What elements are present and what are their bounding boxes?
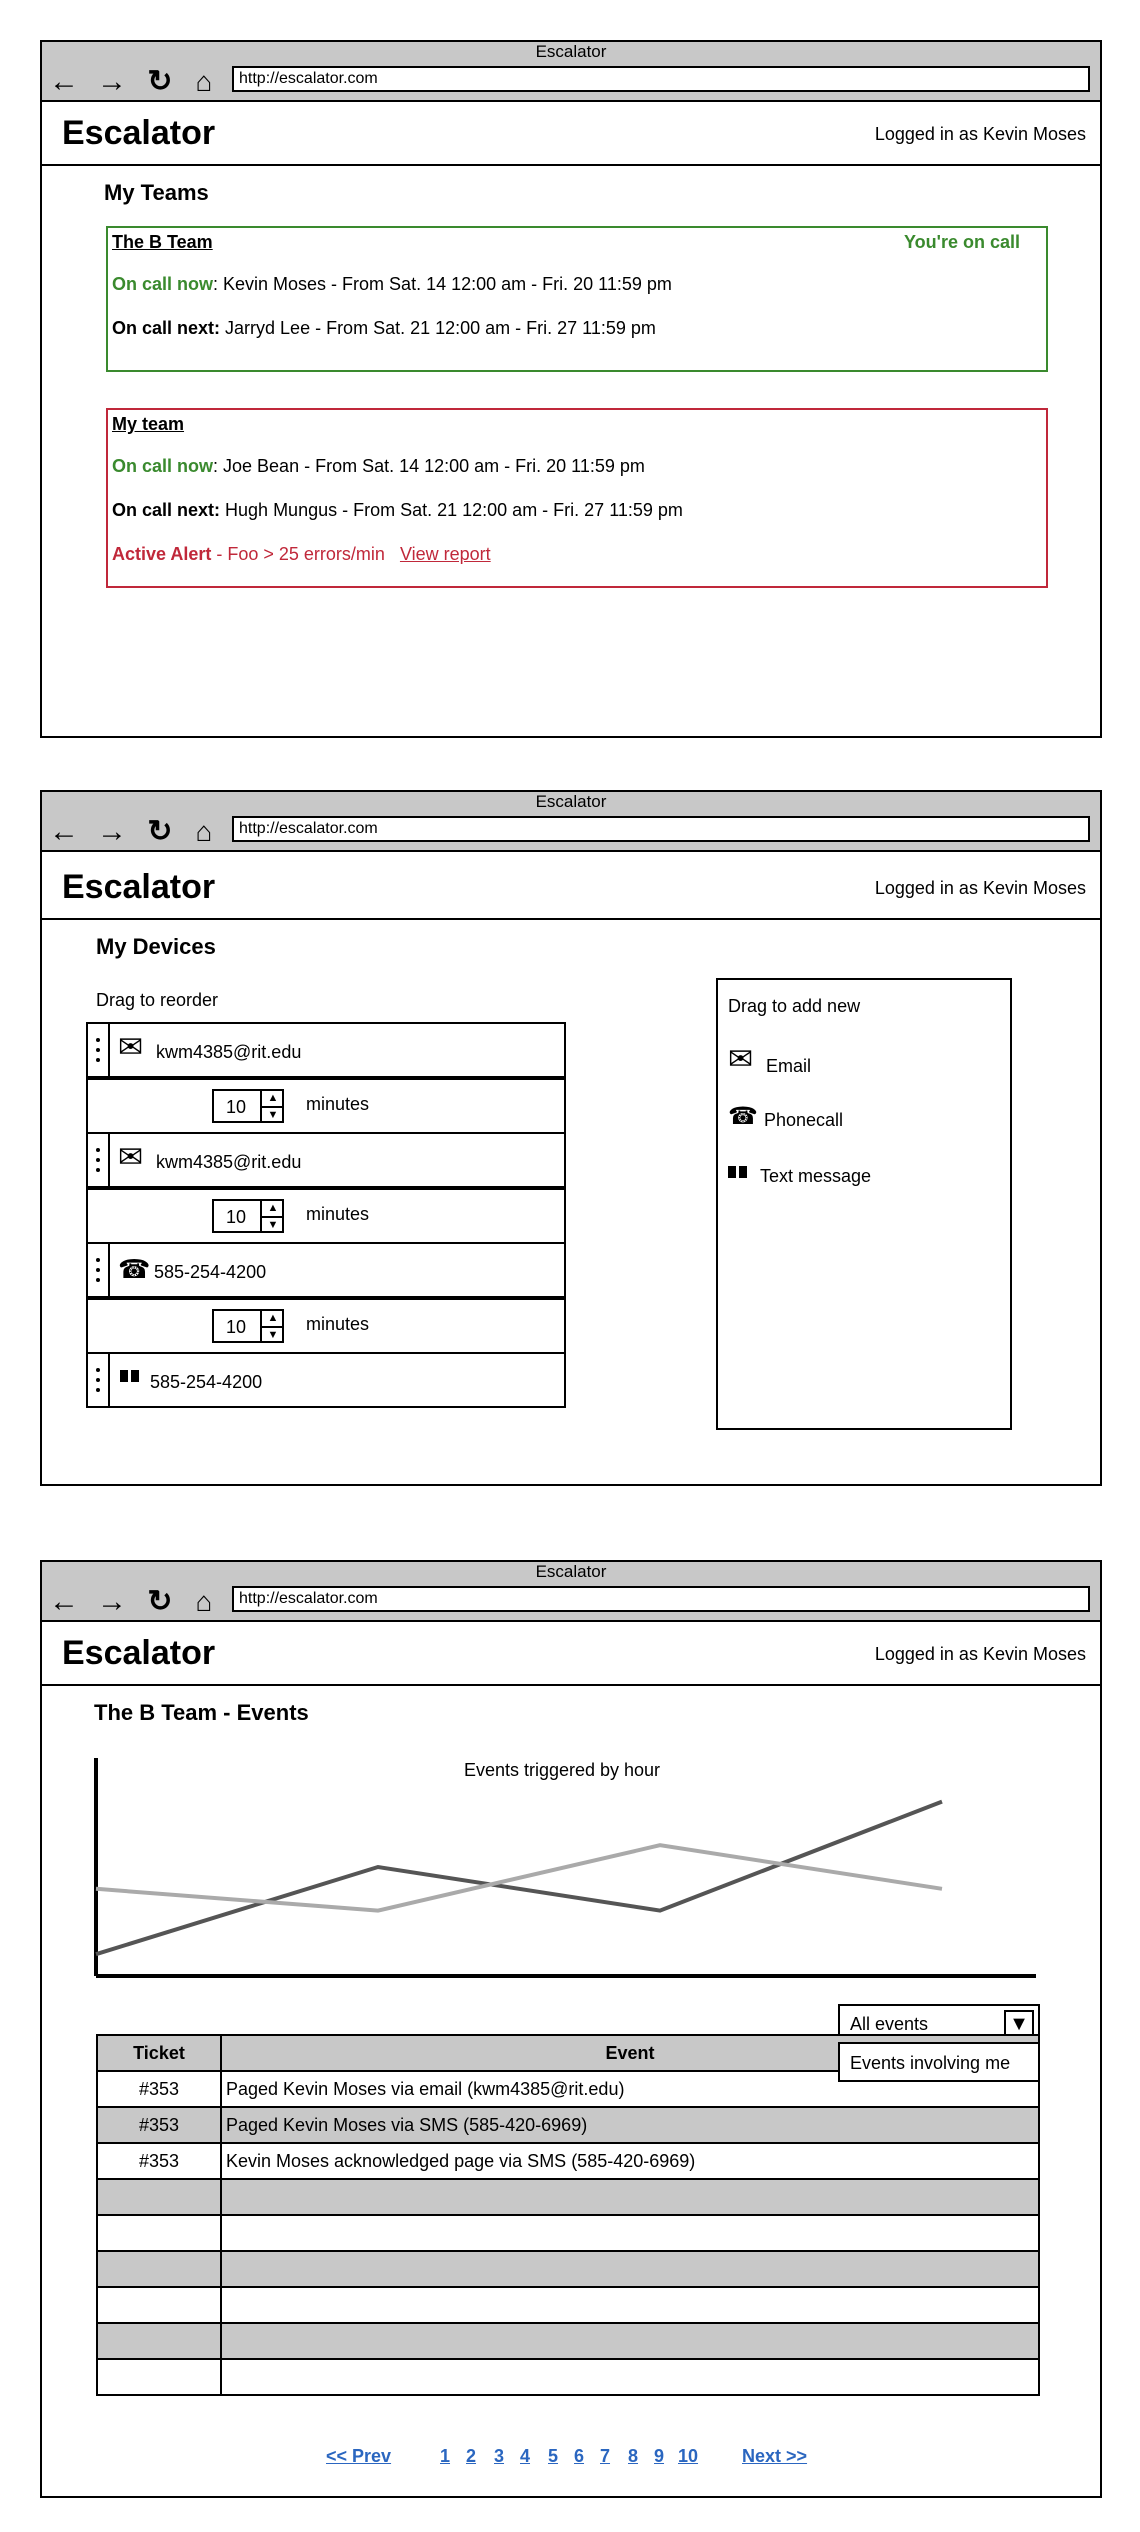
url-bar[interactable]: http://escalator.com <box>232 66 1090 92</box>
ticket-cell <box>97 2359 221 2395</box>
next-page-link[interactable]: Next >> <box>742 2446 808 2466</box>
add-option-label: Text message <box>760 1166 872 1186</box>
add-sms-option[interactable] <box>728 1160 988 1196</box>
filter-selected: All events <box>850 2014 929 2034</box>
events-chart <box>92 1754 1042 1988</box>
event-cell: Kevin Moses acknowledged page via SMS (585-420-6969) <box>221 2143 1039 2179</box>
on-call-status-badge: You're on call <box>904 232 1020 252</box>
team-name[interactable]: The B Team <box>112 232 213 252</box>
on-call-now-value: : Joe Bean - From Sat. 14 12:00 am - Fri. 20 11:59 pm <box>213 456 645 476</box>
app-header <box>42 856 1100 920</box>
delay-row <box>86 1078 566 1134</box>
table-row[interactable] <box>97 2323 1039 2359</box>
active-alert-text: - Foo > 25 errors/min <box>211 544 385 564</box>
delay-value: 10 <box>225 1097 247 1117</box>
home-icon[interactable]: ⌂ <box>195 816 213 847</box>
events-table <box>96 2034 1040 2396</box>
back-arrow-icon[interactable]: ← <box>49 815 79 848</box>
minutes-label: minutes <box>306 1204 370 1224</box>
back-arrow-icon[interactable]: ← <box>49 1585 79 1618</box>
drag-handle-icon[interactable] <box>88 1134 110 1186</box>
event-cell <box>221 2359 1039 2395</box>
nav-bar <box>42 812 1100 852</box>
page-link-6[interactable]: 6 <box>574 2446 585 2466</box>
app-header <box>42 1622 1100 1686</box>
prev-page-link[interactable]: << Prev <box>326 2446 392 2466</box>
page-title: The B Team - Events <box>94 1700 309 1725</box>
team-name[interactable]: My team <box>112 414 185 434</box>
team-card-my-team[interactable] <box>106 408 1048 588</box>
page-link-5[interactable]: 5 <box>548 2446 559 2466</box>
delay-row <box>86 1298 566 1354</box>
device-item-email[interactable] <box>86 1022 566 1078</box>
forward-arrow-icon[interactable]: → <box>97 815 127 848</box>
active-alert-label: Active Alert <box>112 544 212 564</box>
browser-window-teams <box>40 40 1102 738</box>
forward-arrow-icon[interactable]: → <box>97 1585 127 1618</box>
add-phonecall-option[interactable] <box>728 1102 988 1138</box>
logged-in-status: Logged in as Kevin Moses <box>874 1644 1086 1664</box>
table-row[interactable] <box>97 2215 1039 2251</box>
reload-icon[interactable]: ↻ <box>147 815 173 848</box>
event-cell: Paged Kevin Moses via email (kwm4385@rit.edu) <box>221 2071 1039 2107</box>
event-column-header[interactable]: Event <box>221 2035 1039 2071</box>
increment-icon[interactable]: ▲ <box>262 1091 284 1108</box>
device-value: 585-254-4200 <box>150 1372 263 1392</box>
delay-stepper[interactable] <box>212 1309 284 1343</box>
add-option-label: Email <box>766 1056 812 1076</box>
on-call-now-row <box>112 274 672 295</box>
event-cell <box>221 2215 1039 2251</box>
browser-window-events <box>40 1560 1102 2498</box>
on-call-now-value: : Kevin Moses - From Sat. 14 12:00 am - Fri. 20 11:59 pm <box>213 274 672 294</box>
ticket-cell <box>97 2323 221 2359</box>
delay-value: 10 <box>225 1317 247 1337</box>
page-title: My Devices <box>96 934 216 959</box>
minutes-label: minutes <box>306 1094 370 1114</box>
dropdown-arrow-icon[interactable]: ▼ <box>1004 2010 1034 2038</box>
reload-icon[interactable]: ↻ <box>147 65 173 98</box>
envelope-icon: ✉ <box>728 1043 754 1076</box>
on-call-next-value: Jarryd Lee - From Sat. 21 12:00 am - Fri. 27 11:59 pm <box>220 318 656 338</box>
drag-handle-icon[interactable] <box>88 1244 110 1296</box>
page-link-7[interactable]: 7 <box>600 2446 611 2466</box>
add-email-option[interactable] <box>728 1044 988 1080</box>
back-arrow-icon[interactable]: ← <box>49 65 79 98</box>
on-call-next-label: On call next: <box>112 318 221 338</box>
url-bar[interactable]: http://escalator.com <box>232 1586 1090 1612</box>
window-title: Escalator <box>42 792 1100 812</box>
chart-title: Events triggered by hour <box>463 1760 661 1780</box>
page-title: My Teams <box>104 180 209 205</box>
on-call-now-row <box>112 456 645 477</box>
device-value: kwm4385@rit.edu <box>156 1042 302 1062</box>
decrement-icon[interactable]: ▼ <box>267 1109 279 1121</box>
view-report-link[interactable]: View report <box>399 544 491 564</box>
page-link-3[interactable]: 3 <box>494 2446 505 2466</box>
device-value: 585-254-4200 <box>154 1262 267 1282</box>
ticket-column-header[interactable]: Ticket <box>97 2035 221 2071</box>
ticket-cell: #353 <box>97 2143 221 2179</box>
add-option-label: Phonecall <box>764 1110 844 1130</box>
filter-option-involving-me[interactable] <box>838 2042 1040 2082</box>
page-link-8[interactable]: 8 <box>628 2446 639 2466</box>
ticket-cell: #353 <box>97 2107 221 2143</box>
on-call-next-row <box>112 500 683 521</box>
decrement-icon[interactable]: ▼ <box>267 1329 279 1341</box>
home-icon[interactable]: ⌂ <box>195 66 213 97</box>
decrement-icon[interactable]: ▼ <box>267 1219 279 1231</box>
on-call-now-label: On call now <box>112 274 214 294</box>
app-title[interactable]: Escalator <box>62 114 216 152</box>
delay-stepper[interactable] <box>212 1089 284 1123</box>
nav-bar <box>42 62 1100 102</box>
app-title[interactable]: Escalator <box>62 1634 216 1672</box>
delay-value: 10 <box>225 1207 247 1227</box>
device-item-sms[interactable] <box>86 1352 566 1408</box>
event-cell <box>221 2251 1039 2287</box>
device-value: kwm4385@rit.edu <box>156 1152 302 1172</box>
phone-icon: ☎ <box>728 1103 758 1130</box>
forward-arrow-icon[interactable]: → <box>97 65 127 98</box>
envelope-icon: ✉ <box>118 1031 144 1064</box>
increment-icon[interactable]: ▲ <box>262 1201 284 1218</box>
url-bar[interactable]: http://escalator.com <box>232 816 1090 842</box>
active-alert-row <box>112 544 491 565</box>
on-call-next-value: Hugh Mungus - From Sat. 21 12:00 am - Fri. 27 11:59 pm <box>220 500 683 520</box>
table-row[interactable] <box>97 2359 1039 2395</box>
table-row[interactable] <box>97 2143 1039 2179</box>
device-item-phone[interactable] <box>86 1242 566 1298</box>
ticket-cell <box>97 2215 221 2251</box>
on-call-next-row <box>112 318 656 339</box>
on-call-now-label: On call now <box>112 456 214 476</box>
app-header <box>42 102 1100 166</box>
sms-icon <box>120 1370 140 1382</box>
table-row[interactable] <box>97 2179 1039 2215</box>
minutes-label: minutes <box>306 1314 370 1334</box>
phone-icon: ☎ <box>118 1254 151 1284</box>
team-card-b-team[interactable] <box>106 226 1048 372</box>
page-link-10[interactable]: 10 <box>678 2446 699 2466</box>
delay-row <box>86 1188 566 1244</box>
page-link-9[interactable]: 9 <box>654 2446 665 2466</box>
envelope-icon: ✉ <box>118 1141 144 1174</box>
filter-option-label: Events involving me <box>850 2053 1011 2073</box>
table-row[interactable] <box>97 2287 1039 2323</box>
logged-in-status: Logged in as Kevin Moses <box>874 878 1086 898</box>
ticket-cell: #353 <box>97 2071 221 2107</box>
delay-stepper[interactable] <box>212 1199 284 1233</box>
browser-window-devices <box>40 790 1102 1486</box>
on-call-next-label: On call next: <box>112 500 221 520</box>
drag-handle-icon[interactable] <box>88 1024 110 1076</box>
event-cell <box>221 2287 1039 2323</box>
home-icon[interactable]: ⌂ <box>195 1586 213 1617</box>
event-cell <box>221 2323 1039 2359</box>
ticket-cell <box>97 2287 221 2323</box>
sms-icon <box>728 1166 748 1178</box>
drag-handle-icon[interactable] <box>88 1354 110 1406</box>
table-row[interactable] <box>97 2107 1039 2143</box>
page-link-1[interactable]: 1 <box>440 2446 451 2466</box>
device-item-email[interactable] <box>86 1132 566 1188</box>
ticket-cell <box>97 2179 221 2215</box>
add-device-panel <box>716 978 1012 1430</box>
page-link-4[interactable]: 4 <box>520 2446 531 2466</box>
reorder-hint: Drag to reorder <box>96 990 219 1010</box>
window-title: Escalator <box>42 1562 1100 1582</box>
logged-in-status: Logged in as Kevin Moses <box>874 124 1086 144</box>
increment-icon[interactable]: ▲ <box>262 1311 284 1328</box>
window-title: Escalator <box>42 42 1100 62</box>
event-cell: Paged Kevin Moses via SMS (585-420-6969) <box>221 2107 1039 2143</box>
add-panel-title: Drag to add new <box>728 996 861 1016</box>
page-link-2[interactable]: 2 <box>466 2446 477 2466</box>
reload-icon[interactable]: ↻ <box>147 1585 173 1618</box>
ticket-cell <box>97 2251 221 2287</box>
table-row[interactable] <box>97 2251 1039 2287</box>
nav-bar <box>42 1582 1100 1622</box>
app-title[interactable]: Escalator <box>62 868 216 906</box>
series-line-2 <box>96 1845 942 1910</box>
event-cell <box>221 2179 1039 2215</box>
